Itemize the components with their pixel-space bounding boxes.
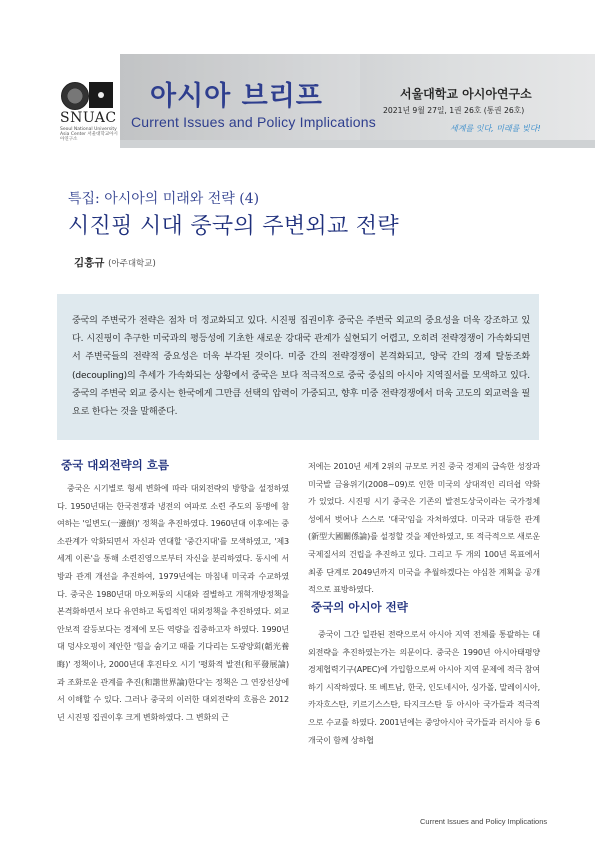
page-footer: Current Issues and Policy Implications xyxy=(420,817,548,826)
org-logo-text: SNUAC xyxy=(60,110,117,126)
abstract-text: 중국의 주변국가 전략은 점차 더 정교화되고 있다. 시진핑 집권이후 중국은 주변국 외교의 중요성을 더욱 강조하고 있다. 시진핑이 추구한 미국과의 평등성에 기초한 새로운 강대국 관계가 실현되기 어렵고, 오히려 전략경쟁이 가속화되면서 주변국들의 전략적 중요성은 더욱 부각된 것이다. 미중 간의 전략경쟁이 본격화되고, 양국 간의 경제 탈동조화(decoupling)의 추세가 가속화되는 상황에서 중국은 보다 적극적으로 중국 중심의 아시아 지역질서를 모색하고 있다. 중국의 주변국 외교 중시는 한국에게 그만큼 선택의 압력이 가중되고, 향후 미중 전략경쟁에서 더욱 고도의 외교력을 필요로 한다는 것을 말해준다. xyxy=(72,316,530,418)
slogan: 세계를 잇다, 미래를 빚다! xyxy=(450,124,541,133)
series-label: 특집: 아시아의 미래와 전략 (4) xyxy=(68,191,260,207)
author-name: 김흥규 xyxy=(74,257,105,269)
paragraph-asia-strategy: 중국이 그간 일관된 전략으로서 아시아 지역 전체를 통괄하는 대외전략을 추진하였는가는 의문이다. 중국은 1990년 아시아태평양 경제협력기구(APEC)에 가입함으로써 아시아 지역 문제에 적극 참여하기 시작하였다. 또 베트남, 한국, 인도네시아, 싱가폴, 말레이시아, 카자흐스탄, 키르기스스탄, 타지크스탄 등 아시아 국가들과 적극적으로 수교를 하였다. 2001년에는 중앙아시아 국가들과 러시아 등 6개국이 함께 상하협 xyxy=(308,630,540,745)
author-line xyxy=(74,255,156,270)
header-banner xyxy=(0,0,595,148)
body-column-right-bottom xyxy=(308,626,540,749)
university-seal-icon xyxy=(61,82,89,110)
section-heading-strategy-flow: 중국 대외전략의 흐름 xyxy=(61,458,169,472)
body-column-left xyxy=(57,480,289,726)
abstract-box xyxy=(57,294,539,440)
publication-subtitle: Current Issues and Policy Implications xyxy=(131,114,376,130)
paragraph-strategy-flow: 중국은 시기별로 형세 변화에 따라 대외전략의 방향을 설정하였다. 1950년대는 한국전쟁과 냉전의 여파로 소련 주도의 동맹에 참여하는 '일변도(一邊倒)' 정책을 추진하였다. 1960년대 이후에는 중소관계가 악화되면서 자신과 연대할 '중간지대'를 모색하였고, '제3세계 이론'을 통해 소련진영으로부터 자신을 분리하였다. 동시에 서방과 관계 개선을 추진하여, 1979년에는 마침내 미국과 수교하였다. 중국은 1980년대 마오쩌둥의 시대와 결별하고 개혁개방정책을 본격화하면서 보다 유연하고 독립적인 대외정책을 추진하였다. 외교안보적 갈등보다는 경제에 모든 역량을 집중하고자 하였다. 1990년대 덩샤오핑이 제안한 '힘을 숨기고 때를 기다리는 도광양회(韜光養晦)' 정책이나, 2000년대 후진타오 시기 '평화적 발전(和平發展論)과 조화로운 관계를 추진(和諧世界論)한다'는 정책은 그 연장선상에서 이해할 수 있다. 그러나 중국의 이러한 대외전략의 흐름은 2012년 시진핑 집권이후 크게 변화하였다. 그 변화의 근 xyxy=(57,484,289,722)
org-logo-subtext: Seoul National University Asia Center 서울대학교아시아연구소 xyxy=(60,127,118,142)
publication-info: 2021년 9월 27일, 1권 26호 (통권 26호) xyxy=(383,106,525,115)
author-affiliation: (아주대학교) xyxy=(108,259,156,269)
article-title: 시진핑 시대 중국의 주변외교 전략 xyxy=(68,214,399,239)
section-heading-asia-strategy: 중국의 아시아 전략 xyxy=(311,600,408,614)
paragraph-strategy-flow-continued: 저에는 2010년 세계 2위의 규모로 커진 중국 경제의 급속한 성장과 미국발 금융위기(2008~09)로 인한 미국의 상대적인 리더쉽 약화가 있었다. 시진핑 시기 중국은 기존의 발전도상국이라는 국가정체성에서 벗어나 스스로 '대국'임을 자처하였다. 미국과 대등한 관계(新型大國關係論)를 설정할 것을 제안하였고, 또 적극적으로 새로운 국제질서의 건립을 추진하고 있다. 그리고 두 개의 100년 목표에서 최종 단계로 2049년까지 미국을 추월하겠다는 야심찬 계획을 공개적으로 표방하였다. xyxy=(308,462,540,595)
body-column-right-top xyxy=(308,458,540,599)
header-bottom-strip xyxy=(120,140,595,148)
institute-name: 서울대학교 아시아연구소 xyxy=(400,87,532,101)
publication-title: 아시아 브리프 xyxy=(150,81,323,112)
asia-center-logo-icon xyxy=(89,82,113,108)
